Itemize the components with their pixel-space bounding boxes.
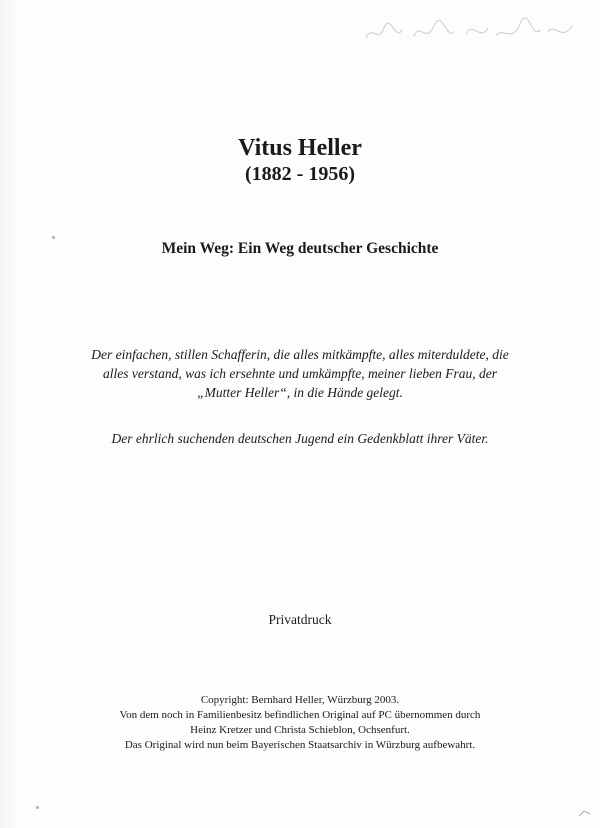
- document-subtitle: Mein Weg: Ein Weg deutscher Geschichte: [161, 240, 439, 257]
- scan-shadow: [0, 0, 18, 828]
- dedication-line: „Mutter Heller“, in die Hände gelegt.: [197, 385, 403, 400]
- footer-line: Copyright: Bernhard Heller, Würzburg 2003.: [200, 694, 400, 706]
- imprint-label: Privatdruck: [268, 612, 332, 627]
- scan-speck: [36, 806, 39, 809]
- document-title: Vitus Heller: [238, 135, 362, 161]
- dedication-paragraph: [40, 345, 560, 402]
- document-dates: (1882 - 1956): [245, 163, 355, 185]
- dedication-youth: Der ehrlich suchenden deutschen Jugend ein Gedenkblatt ihrer Väter.: [111, 431, 489, 446]
- pencil-annotation: [362, 14, 582, 48]
- dedication-line: alles verstand, was ich ersehnte und umkämpfte, meiner lieben Frau, der: [102, 366, 498, 381]
- footer-line: Von dem noch in Familienbesitz befindlichen Original auf PC übernommen durch: [119, 709, 481, 721]
- dedication-line: Der einfachen, stillen Schafferin, die alles mitkämpfte, alles miterduldete, die: [91, 347, 509, 362]
- scan-corner-mark: [578, 808, 592, 818]
- footer-line: Das Original wird nun beim Bayerischen Staatsarchiv in Würzburg aufbewahrt.: [124, 739, 476, 751]
- footer-line: Heinz Kretzer und Christa Schieblon, Ochsenfurt.: [190, 724, 410, 736]
- copyright-footer: [40, 693, 560, 753]
